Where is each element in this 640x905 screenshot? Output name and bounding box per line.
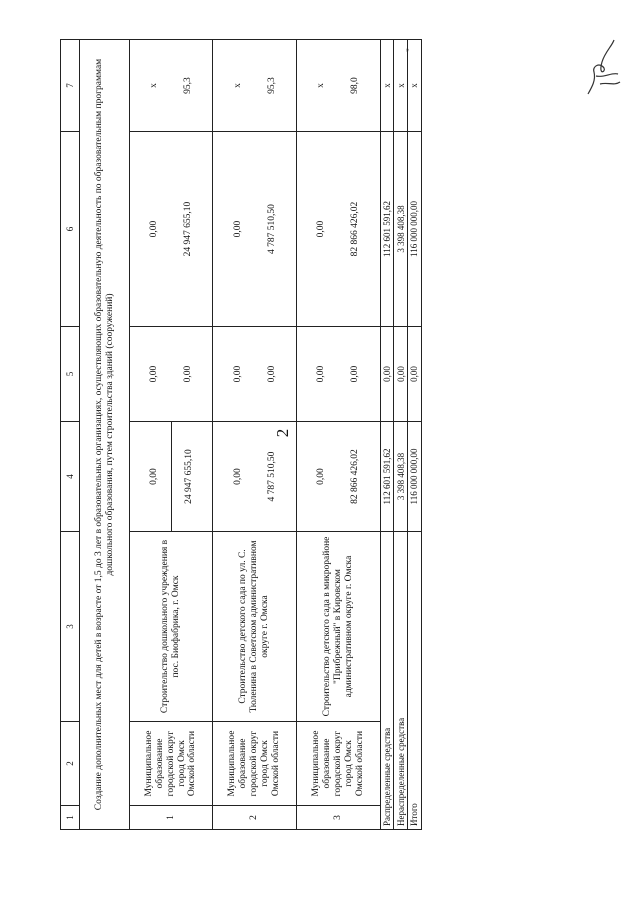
summary-col4: 112 601 591,62: [380, 422, 394, 532]
summary-col5: 0,00: [394, 327, 408, 422]
table-row: [297, 40, 381, 830]
col7-cell: x 98,0: [297, 40, 381, 132]
row-number: 3: [297, 806, 381, 830]
summary-label: Распределенные средства: [380, 532, 394, 830]
summary-row: [408, 40, 422, 830]
summary-col6: 3 398 408,38: [394, 132, 408, 327]
summary-col7: x: [380, 40, 394, 132]
summary-col5: 0,00: [408, 327, 422, 422]
col4-cell: 0,00 24 947 655,10: [129, 422, 213, 532]
summary-label: Нераспределенные средства: [394, 532, 408, 830]
section-title-row: [80, 40, 129, 830]
section-title: Создание дополнительных мест для детей в возрасте от 1,5 до 3 лет в образовательных организациях, осуществляющих образовательную деятельность по образовательным программам дошкольного образования, путем строительства зданий (сооружений): [80, 40, 129, 830]
column-header-row: [61, 40, 80, 830]
summary-col7: x: [394, 40, 408, 132]
col4-cell: 0,00 82 866 426,02: [297, 422, 381, 532]
summary-col4: 3 398 408,38: [394, 422, 408, 532]
allocation-table: [60, 39, 422, 830]
summary-row: [380, 40, 394, 830]
column-header: 2: [61, 722, 80, 806]
rotated-table-area: [60, 40, 422, 830]
column-header: 3: [61, 532, 80, 722]
col6-cell: 0,00 24 947 655,10: [129, 132, 213, 327]
summary-col7: x: [408, 40, 422, 132]
table-row: [213, 40, 297, 830]
col5-cell: 0,00 0,00: [297, 327, 381, 422]
column-header: 4: [61, 422, 80, 532]
col6-cell: 0,00 82 866 426,02: [297, 132, 381, 327]
corner-mark: ": [404, 48, 415, 52]
column-header: 5: [61, 327, 80, 422]
summary-col6: 112 601 591,62: [380, 132, 394, 327]
col5-cell: 0,00 0,00: [213, 327, 297, 422]
municipality-cell: Муниципальное образование городской округ город Омск Омской области: [129, 722, 213, 806]
col6-cell: 0,00 4 787 510,50: [213, 132, 297, 327]
column-header: 6: [61, 132, 80, 327]
municipality-cell: Муниципальное образование городской округ город Омск Омской области: [213, 722, 297, 806]
summary-col6: 116 000 000,00: [408, 132, 422, 327]
summary-row: [394, 40, 408, 830]
summary-label: Итого: [408, 532, 422, 830]
column-header: 7: [61, 40, 80, 132]
col4-cell: 0,00 4 787 510,50: [213, 422, 297, 532]
object-cell: Строительство дошкольного учреждения в пос. Биофабрика, г. Омск: [129, 532, 213, 722]
column-header: 1: [61, 806, 80, 830]
summary-col4: 116 000 000,00: [408, 422, 422, 532]
object-cell: Строительство детского сада по ул. С. Тюленина в Советском административном округе г. Омска: [213, 532, 297, 722]
col7-cell: x 95,3: [129, 40, 213, 132]
summary-col5: 0,00: [380, 327, 394, 422]
signature-icon: [578, 32, 628, 102]
row-number: 2: [213, 806, 297, 830]
municipality-cell: Муниципальное образование городской округ город Омск Омской области: [297, 722, 381, 806]
object-cell: Строительство детского сада в микрорайоне "Прибрежный" в Кировском административном округе г. Омска: [297, 532, 381, 722]
col7-cell: x 95,3: [213, 40, 297, 132]
col5-cell: 0,00 0,00: [129, 327, 213, 422]
table-row: [129, 40, 213, 830]
row-number: 1: [129, 806, 213, 830]
page-number: 2: [273, 428, 292, 438]
